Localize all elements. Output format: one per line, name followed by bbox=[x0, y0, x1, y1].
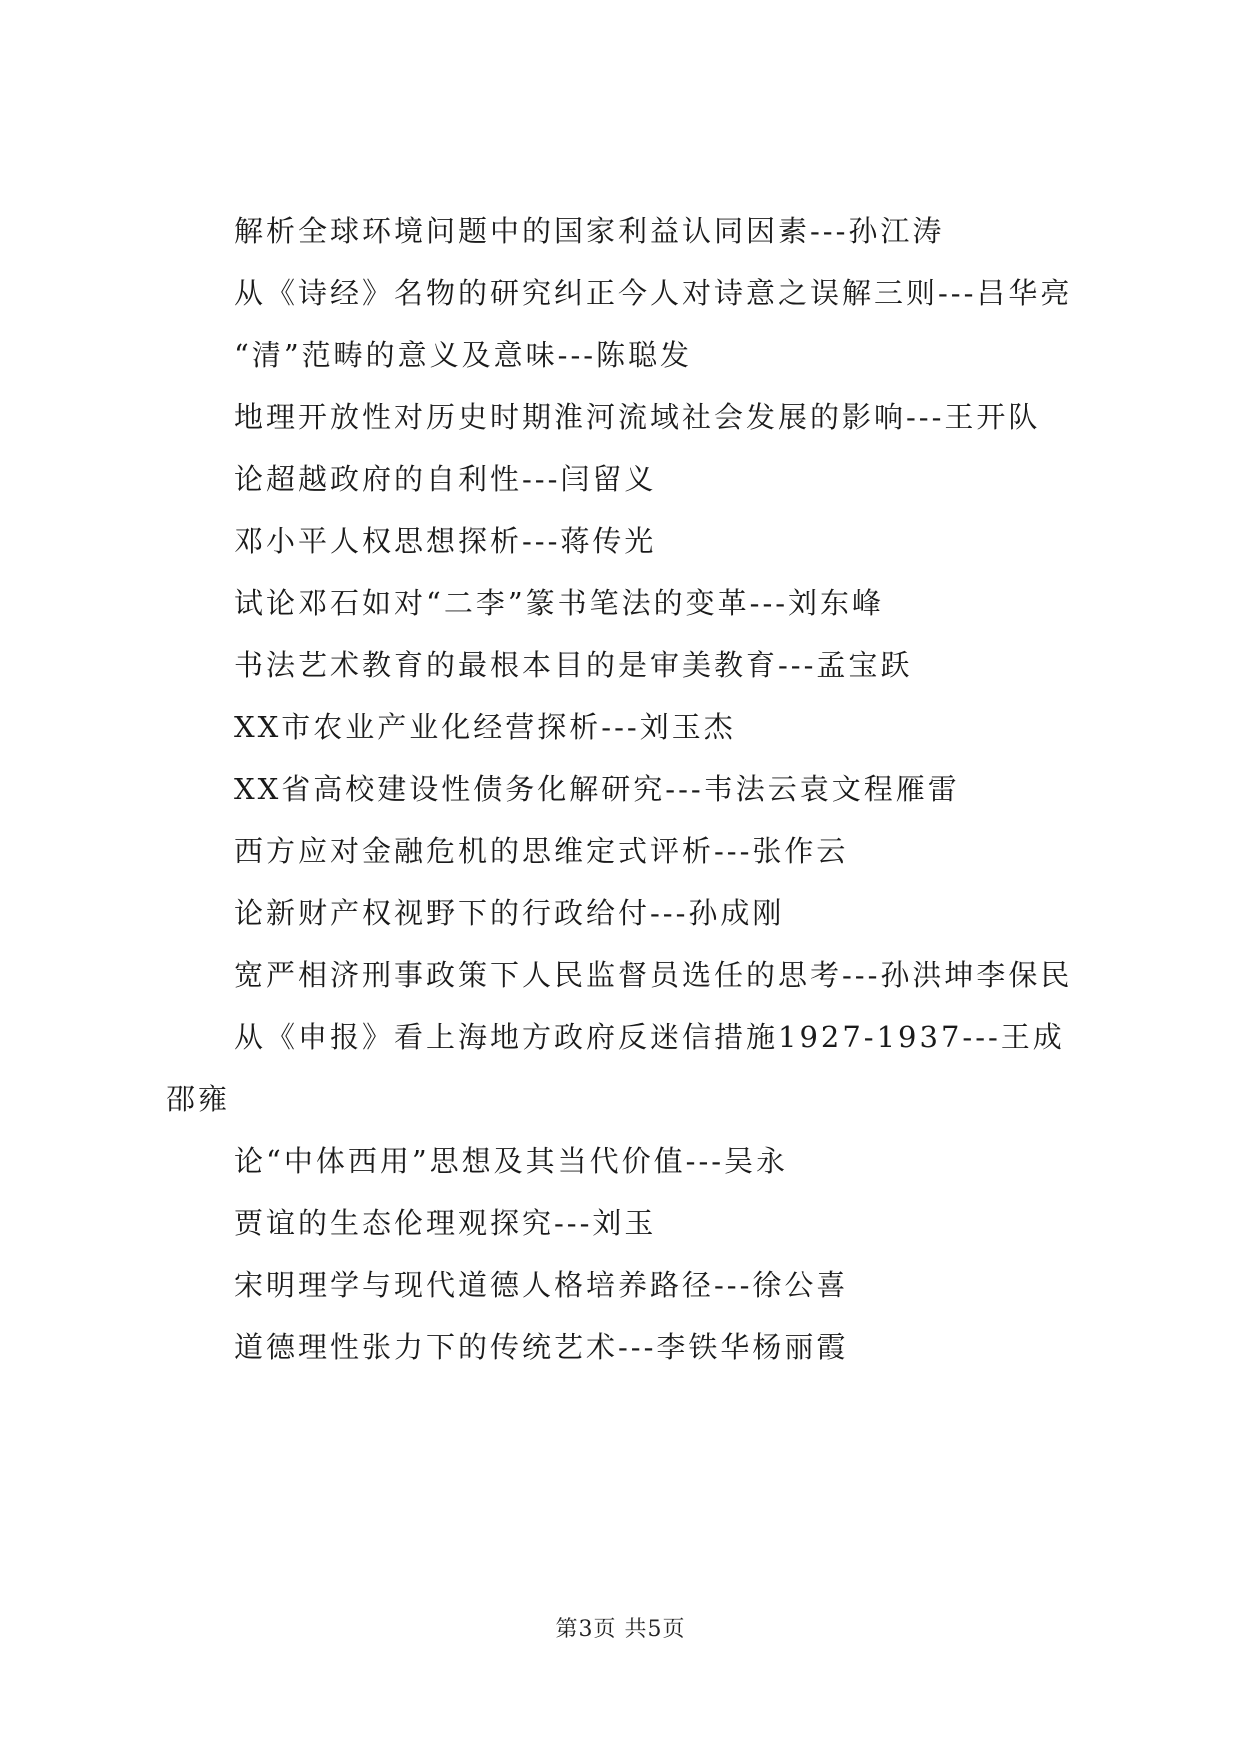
list-item: 书法艺术教育的最根本目的是审美教育---孟宝跃 bbox=[234, 648, 913, 682]
list-item: 从《诗经》名物的研究纠正今人对诗意之误解三则---吕华亮 bbox=[234, 276, 1073, 310]
list-item: 论新财产权视野下的行政给付---孙成刚 bbox=[234, 896, 785, 930]
list-item: 从《申报》看上海地方政府反迷信措施1927-1937---王成邵雍 bbox=[166, 1020, 1065, 1116]
entry-list bbox=[166, 200, 1086, 1378]
page-number: 第3页 共5页 bbox=[555, 1617, 686, 1642]
list-item: 宋明理学与现代道德人格培养路径---徐公喜 bbox=[234, 1268, 849, 1302]
list-item: 贾谊的生态伦理观探究---刘玉 bbox=[234, 1206, 657, 1240]
list-item: 邓小平人权思想探析---蒋传光 bbox=[234, 524, 657, 558]
list-item: 论“中体西用”思想及其当代价值---吴永 bbox=[234, 1144, 789, 1178]
list-item: 解析全球环境问题中的国家利益认同因素---孙江涛 bbox=[234, 214, 945, 248]
list-item: 论超越政府的自利性---闫留义 bbox=[234, 462, 657, 496]
list-item: XX省高校建设性债务化解研究---韦法云袁文程雁雷 bbox=[234, 772, 960, 806]
list-item: 西方应对金融危机的思维定式评析---张作云 bbox=[234, 834, 849, 868]
list-item: 地理开放性对历史时期淮河流域社会发展的影响---王开队 bbox=[234, 400, 1041, 434]
list-item: 试论邓石如对“二李”篆书笔法的变革---刘东峰 bbox=[234, 586, 885, 620]
list-item: 宽严相济刑事政策下人民监督员选任的思考---孙洪坤李保民 bbox=[234, 958, 1073, 992]
list-item: 道德理性张力下的传统艺术---李铁华杨丽霞 bbox=[234, 1330, 849, 1364]
list-item: XX市农业产业化经营探析---刘玉杰 bbox=[234, 710, 736, 744]
list-item: “清”范畴的意义及意味---陈聪发 bbox=[234, 338, 693, 372]
